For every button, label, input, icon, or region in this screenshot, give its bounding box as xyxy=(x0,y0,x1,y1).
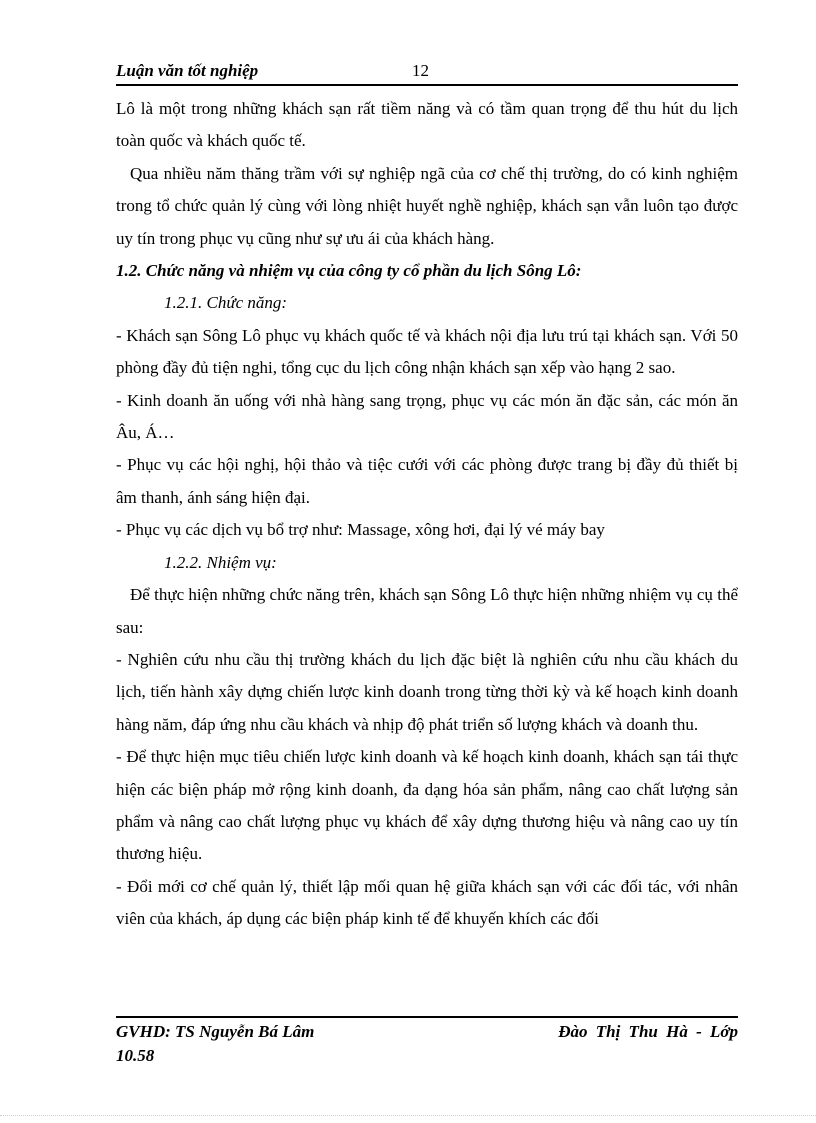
footer-rule xyxy=(116,1016,738,1018)
task-item-management-reform: - Đổi mới cơ chế quản lý, thiết lập mối quan hệ giữa khách sạn với các đối tác, với nhân viên của khách, áp dụng các biện pháp kinh tế để khuyến khích các đối xyxy=(116,876,738,929)
thesis-title: Luận văn tốt nghiệp xyxy=(116,61,259,80)
subsection-heading-1-2-2: 1.2.2. Nhiệm vụ: xyxy=(164,552,277,572)
paragraph-intro-end: Lô là một trong những khách sạn rất tiềm năng và có tầm quan trọng để thu hút du lịch toàn quốc và khách quốc tế. xyxy=(116,99,738,151)
page-edge-divider xyxy=(0,1115,816,1116)
class-code: 10.58 xyxy=(116,1046,155,1065)
header-rule xyxy=(116,84,738,86)
section-heading-1-2: 1.2. Chức năng và nhiệm vụ của công ty cổ phần du lịch Sông Lô: xyxy=(116,261,582,281)
tasks-intro: Để thực hiện những chức năng trên, khách sạn Sông Lô thực hiện những nhiệm vụ cụ thể sau: xyxy=(116,585,738,637)
function-item-dining: - Kinh doanh ăn uống với nhà hàng sang trọng, phục vụ các món ăn đặc sản, các món ăn Âu, Á… xyxy=(116,390,738,443)
page-body xyxy=(116,93,738,936)
paragraph-history: Qua nhiều năm thăng trầm với sự nghiệp ngã của cơ chế thị trường, do có kinh nghiệm trong tổ chức quản lý cùng với lòng nhiệt huyết nghề nghiệp, khách sạn vẫn luôn tạo được uy tín trong phục vụ cũng như sự ưu ái của khách hàng. xyxy=(116,163,738,248)
task-item-market-research: - Nghiên cứu nhu cầu thị trường khách du lịch đặc biệt là nghiên cứu nhu cầu khách du lịch, tiến hành xây dựng chiến lược kinh doanh trong từng thời kỳ và kế hoạch kinh doanh hàng năm, đáp ứng nhu cầu khách và nhịp độ phát triển số lượng khách và doanh thu. xyxy=(116,649,738,734)
advisor-name: GVHD: TS Nguyễn Bá Lâm xyxy=(116,1022,315,1041)
function-item-accommodation: - Khách sạn Sông Lô phục vụ khách quốc tế và khách nội địa lưu trú tại khách sạn. Với 50 phòng đầy đủ tiện nghi, tổng cục du lịch công nhận khách sạn xếp vào hạng 2 sao. xyxy=(116,325,738,378)
function-item-support-services: - Phục vụ các dịch vụ bổ trợ như: Massage, xông hơi, đại lý vé máy bay xyxy=(116,520,605,540)
page-number: 12 xyxy=(412,61,429,80)
student-name: Đào Thị Thu Hà - Lớp xyxy=(558,1022,738,1041)
page-header xyxy=(116,58,738,82)
task-item-business-expansion: - Để thực hiện mục tiêu chiến lược kinh doanh và kế hoạch kinh doanh, khách sạn tái thực hiện các biện pháp mở rộng kinh doanh, đa dạng hóa sản phẩm, nâng cao chất lượng sản phẩm và nâng cao chất lượng phục vụ khách để xây dựng thương hiệu và nâng cao uy tín thương hiệu. xyxy=(116,747,738,864)
function-item-conferences: - Phục vụ các hội nghị, hội thảo và tiệc cưới với các phòng được trang bị đầy đủ thiết bị âm thanh, ánh sáng hiện đại. xyxy=(116,455,738,507)
subsection-heading-1-2-1: 1.2.1. Chức năng: xyxy=(164,293,288,313)
